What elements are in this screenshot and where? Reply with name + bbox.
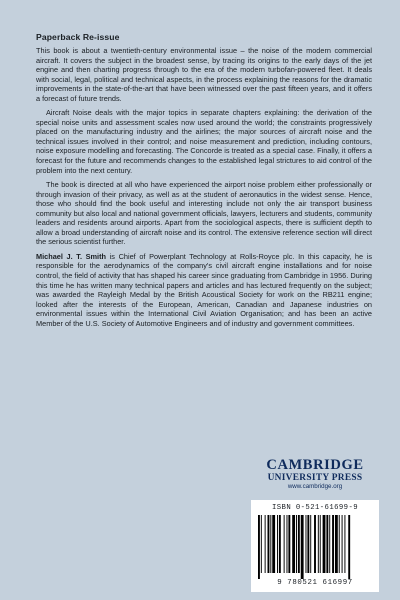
barcode-bar	[288, 515, 290, 573]
barcode-icon	[257, 515, 373, 579]
barcode-bar	[277, 515, 278, 573]
description-paragraph-2: Aircraft Noise deals with the major topics in separate chapters explaining: the derivation of the special noise units and assessment scales now used around the world; the constraints progressively placed on the manufacturing industry and the airlines; the major sources of aircraft noise and the technical issues involved in their control; and noise measurement and prediction, including contours, noise exposure modelling and forecasting. The Concorde is treated as a special case. Finally, it offers a forecast for the future and recommends changes to the established legal strictures to aid control of the problem into the next century.	[36, 108, 372, 175]
barcode-bar	[310, 515, 311, 573]
barcode-bar	[298, 515, 300, 573]
barcode-bar	[265, 515, 266, 573]
barcode-bar	[318, 515, 319, 573]
reissue-heading: Paperback Re-issue	[36, 32, 120, 42]
barcode-bar	[287, 515, 288, 573]
barcode-bar	[339, 515, 340, 573]
author-name: Michael J. T. Smith	[36, 251, 107, 261]
author-bio-text: is Chief of Powerplant Technology at Rolls-Royce plc. In this capacity, he is responsible for the aerodynamics of the company's civil aircraft engine installations and for noise control, the field of activity that has shaped his career since graduating from Cambridge in 1956. During this time he has written many technical papers and articles and has lectured frequently on the subject; was awarded the Rayleigh Medal by the British Acoustical Society for work on the RB211 engine; looked after the interests of the European, American, Canadian and Japanese industries on environmental issues within the International Civil Aviation Organisation; and has been an active Member of the U.S. Society of Automotive Engineers and of industry and government committees.	[36, 251, 372, 328]
barcode-bar	[323, 515, 326, 573]
barcode-bar	[329, 515, 330, 573]
description-paragraph-1: This book is about a twentieth-century environmental issue – the noise of the modern commercial aircraft. It covers the subject in the broadest sense, by tracing its origins to the early days of the jet engine and then charting progress through to the era of the modern turbofan-powered fleet. It deals with social, legal, political and technical aspects, in the process explaining the reasons for the dramatic improvements in the state-of-the-art that have been witnessed over the past fifteen years, and it offers a forecast of future trends.	[36, 46, 372, 103]
barcode-bar	[342, 515, 343, 573]
author-bio	[36, 252, 372, 328]
barcode-bar	[272, 515, 275, 573]
barcode-bar	[279, 515, 281, 573]
barcode-bar	[268, 515, 270, 573]
publisher-logo	[250, 458, 380, 491]
barcode-bar	[296, 515, 297, 573]
publisher-press: UNIVERSITY PRESS	[267, 473, 363, 483]
barcode-bar	[292, 515, 295, 573]
barcode-bar	[332, 515, 334, 573]
barcode-digits: 9 780521 616997	[277, 579, 353, 587]
barcode-bar	[335, 515, 338, 573]
description-paragraph-3: The book is directed at all who have experienced the airport noise problem either professionally or through invasion of their privacy, as well as at the student of aeronautics in the widest sense. Hence, those who should find the book useful and interesting include not only the air transport business community but also local and national government officials, lawyers, lecturers and students, community leaders and residents around airports. Apart from the sociological aspects, there is sufficient depth to allow a broad understanding of aircraft noise and its control. The extensive reference section will direct the serious scientist further.	[36, 180, 372, 247]
barcode-bar	[307, 515, 309, 573]
barcode-bar	[314, 515, 316, 573]
barcode-panel	[251, 500, 379, 592]
barcode-bar	[344, 515, 345, 573]
blurb-text	[36, 46, 372, 333]
publisher-name: CAMBRIDGE	[266, 457, 364, 473]
barcode-bar	[348, 515, 350, 579]
barcode-bar	[284, 515, 285, 573]
barcode-bar	[261, 515, 262, 573]
barcode-bar	[301, 515, 304, 579]
barcode-bar	[270, 515, 271, 573]
publisher-url: www.cambridge.org	[287, 483, 343, 490]
barcode-bar	[258, 515, 260, 579]
barcode-bar	[306, 515, 307, 573]
barcode-bar	[326, 515, 328, 573]
isbn-label: ISBN 0-521-61699-9	[271, 504, 359, 512]
barcode-bar	[320, 515, 321, 573]
